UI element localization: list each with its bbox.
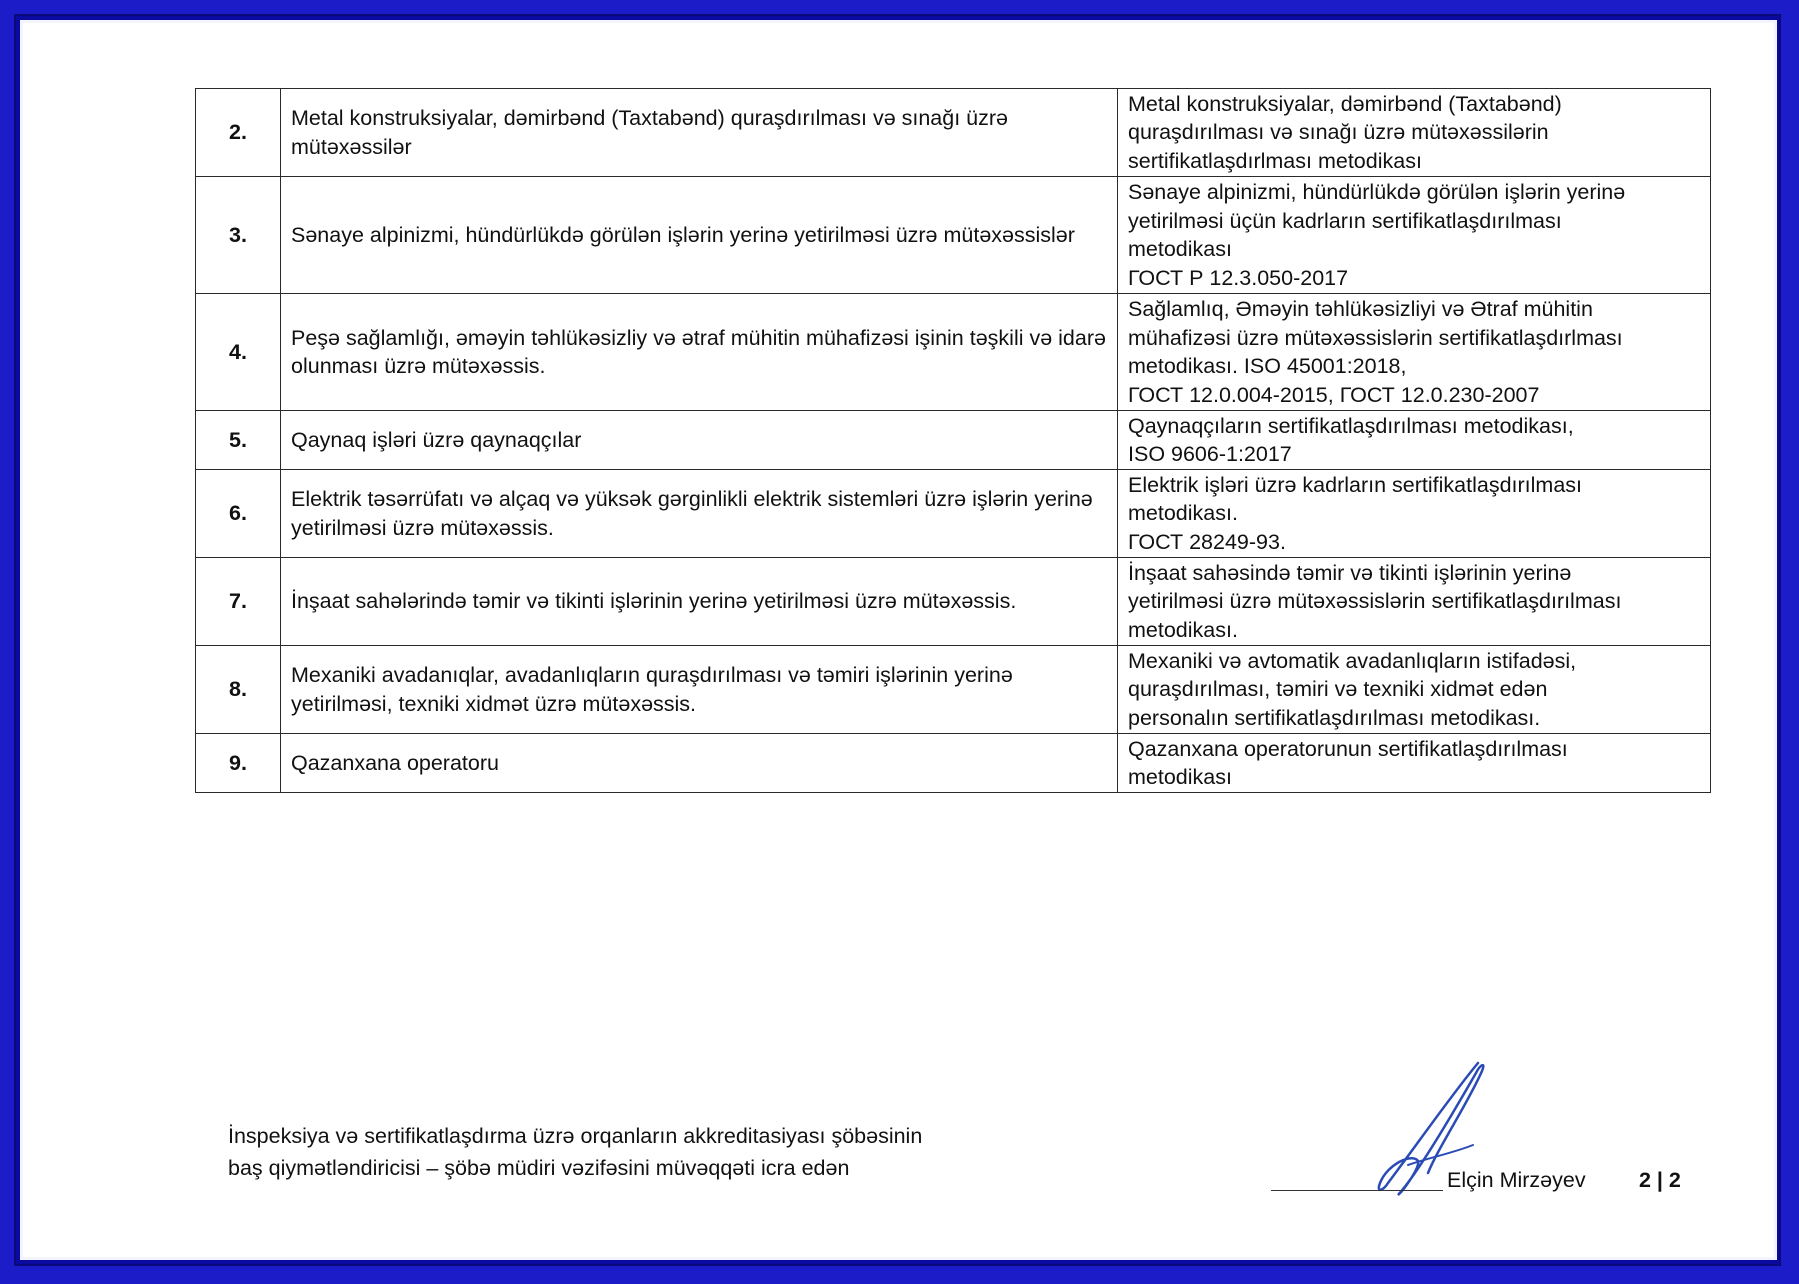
methodology-line: Metal konstruksiyalar, dəmirbənd (Taxtabənd) — [1128, 91, 1562, 116]
qualification-area: Elektrik təsərrüfatı və alçaq və yüksək gərginlikli elektrik sistemləri üzrə işlərin yerinə yetirilməsi üzrə mütəxəssis. — [281, 470, 1118, 558]
row-number: 4. — [196, 294, 281, 411]
position-line-1: İnspeksiya və sertifikatlaşdırma üzrə orqanların akkreditasiyası şöbəsinin — [228, 1124, 923, 1148]
methodology-line: sertifikatlaşdırlması metodikası — [1128, 148, 1422, 173]
methodology-line: metodikası. — [1128, 617, 1238, 642]
row-number: 2. — [196, 89, 281, 177]
page-number: 2 | 2 — [1639, 1168, 1681, 1192]
methodology-line: quraşdırılması, təmiri və texniki xidmət edən — [1128, 677, 1548, 702]
row-number: 5. — [196, 411, 281, 470]
methodology-line: Sağlamlıq, Əməyin təhlükəsizliyi və Ətraf mühitin — [1128, 297, 1593, 321]
table-row — [196, 558, 1711, 646]
methodology-line: personalın sertifikatlaşdırılması metodikası. — [1128, 705, 1541, 730]
methodology-line: metodikası — [1128, 237, 1232, 261]
methodology-line: metodikası. ISO 45001:2018, — [1128, 354, 1407, 378]
certification-methodology — [1118, 558, 1711, 646]
qualification-area: Sənaye alpinizmi, hündürlükdə görülən işlərin yerinə yetirilməsi üzrə mütəxəssislər — [281, 177, 1118, 294]
methodology-line: quraşdırılması və sınağı üzrə mütəxəssilərin — [1128, 120, 1549, 145]
qualification-area: Qaynaq işləri üzrə qaynaqçılar — [281, 411, 1118, 470]
methodology-line: Sənaye alpinizmi, hündürlükdə görülən işlərin yerinə — [1128, 180, 1626, 204]
position-line-2: baş qiymətləndiricisi – şöbə müdiri vəzifəsini müvəqqəti icra edən — [228, 1156, 850, 1180]
certification-table — [195, 88, 1711, 793]
qualification-area: Qazanxana operatoru — [281, 734, 1118, 793]
certification-methodology — [1118, 411, 1711, 470]
row-number: 3. — [196, 177, 281, 294]
row-number: 8. — [196, 646, 281, 734]
row-number: 7. — [196, 558, 281, 646]
table-row — [196, 177, 1711, 294]
table-row — [196, 294, 1711, 411]
methodology-line: ГОСТ Р 12.3.050-2017 — [1128, 265, 1349, 290]
methodology-line: mühafizəsi üzrə mütəxəssislərin sertifikatlaşdırlması — [1128, 325, 1623, 350]
certification-methodology — [1118, 177, 1711, 294]
qualification-area: İnşaat sahələrində təmir və tikinti işlərinin yerinə yetirilməsi üzrə mütəxəssis. — [281, 558, 1118, 646]
methodology-line: metodikası — [1128, 765, 1232, 789]
certification-methodology — [1118, 646, 1711, 734]
methodology-line: ГОСТ 12.0.004-2015, ГОСТ 12.0.230-2007 — [1128, 382, 1540, 407]
certification-methodology — [1118, 470, 1711, 558]
signatory-name: Elçin Mirzəyev — [1447, 1168, 1586, 1192]
methodology-line: metodikası. — [1128, 501, 1238, 526]
methodology-line: ГОСТ 28249-93. — [1128, 529, 1286, 554]
methodology-line: Qaynaqçıların sertifikatlaşdırılması metodikası, — [1128, 413, 1574, 438]
certification-methodology — [1118, 294, 1711, 411]
row-number: 6. — [196, 470, 281, 558]
certification-methodology — [1118, 89, 1711, 177]
qualification-area: Peşə sağlamlığı, əməyin təhlükəsizliy və ətraf mühitin mühafizəsi işinin təşkili və idarə olunması üzrə mütəxəssis. — [281, 294, 1118, 411]
methodology-line: ISO 9606-1:2017 — [1128, 442, 1292, 466]
table-row — [196, 734, 1711, 793]
signature-line — [1271, 1190, 1443, 1191]
methodology-line: Mexaniki və avtomatik avadanlıqların istifadəsi, — [1128, 648, 1577, 673]
methodology-line: Qazanxana operatorunun sertifikatlaşdırılması — [1128, 736, 1568, 761]
row-number: 9. — [196, 734, 281, 793]
table-row — [196, 646, 1711, 734]
certification-methodology — [1118, 734, 1711, 793]
document-page — [20, 20, 1777, 1260]
signatory-position — [228, 1120, 1128, 1184]
qualification-area: Metal konstruksiyalar, dəmirbənd (Taxtabənd) quraşdırılması və sınağı üzrə mütəxəssilər — [281, 89, 1118, 177]
methodology-line: yetirilməsi üzrə mütəxəssislərin sertifikatlaşdırılması — [1128, 589, 1622, 614]
methodology-line: yetirilməsi üçün kadrların sertifikatlaşdırılması — [1128, 208, 1562, 233]
qualification-area: Mexaniki avadanıqlar, avadanlıqların quraşdırılması və təmiri işlərinin yerinə yetirilməsi, texniki xidmət üzrə mütəxəssis. — [281, 646, 1118, 734]
table-row — [196, 89, 1711, 177]
table-row — [196, 411, 1711, 470]
methodology-line: Elektrik işləri üzrə kadrların sertifikatlaşdırılması — [1128, 472, 1583, 497]
methodology-line: İnşaat sahəsində təmir və tikinti işlərinin yerinə — [1128, 560, 1572, 585]
table-row — [196, 470, 1711, 558]
